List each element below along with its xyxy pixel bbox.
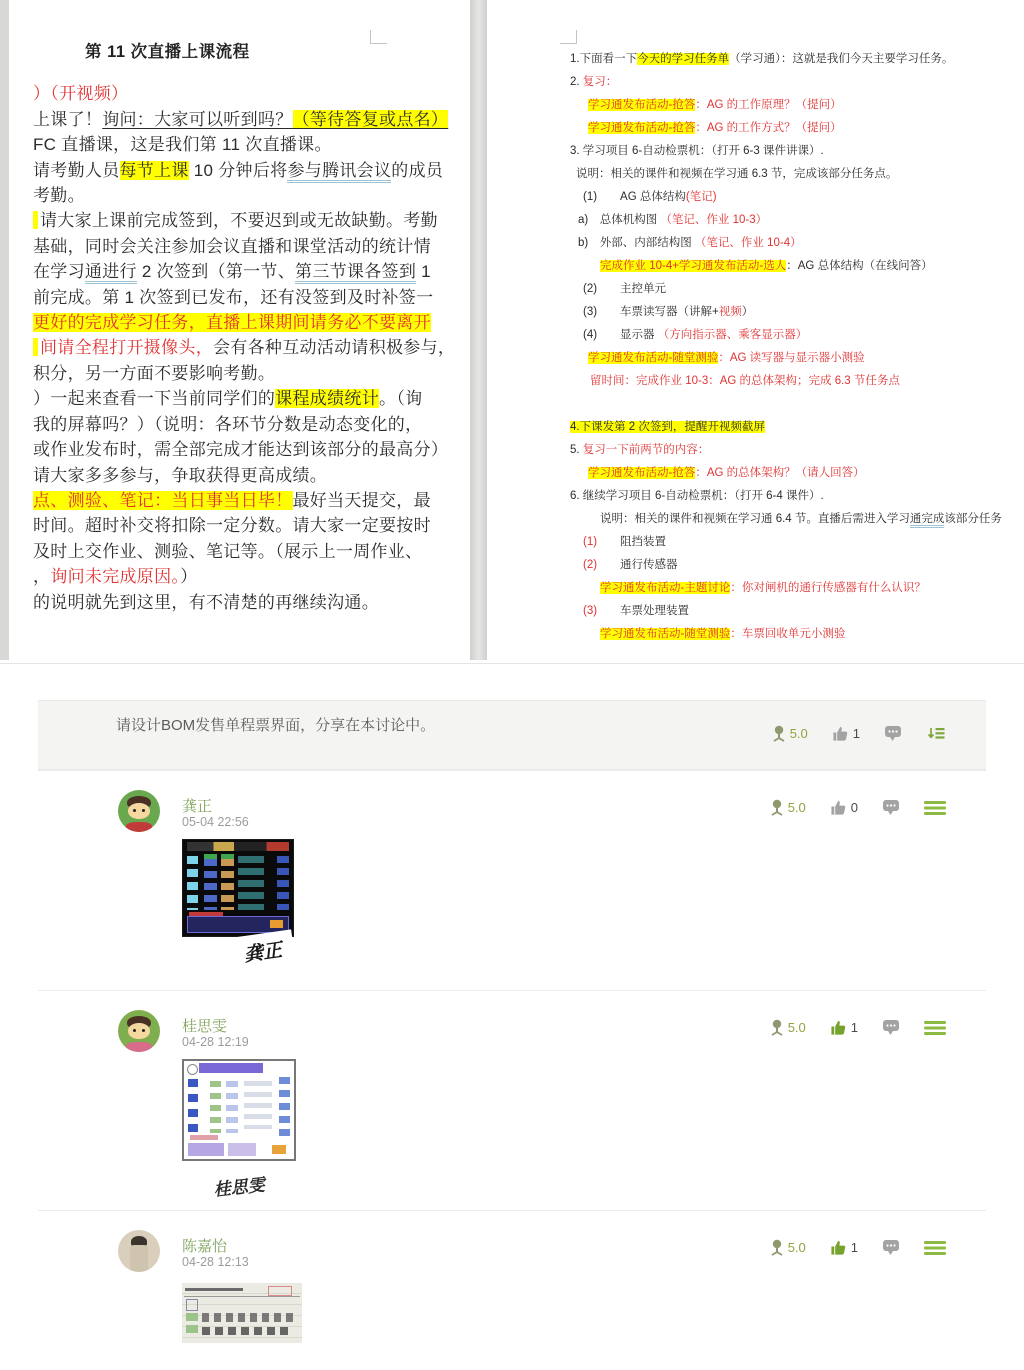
avatar-art [130,1245,148,1272]
doc-title: 第 11 次直播上课流程 [85,43,250,61]
doc-line [33,81,465,106]
doc-text: 请考勤人员 [33,160,120,180]
doc-text: 你对闸机的通行传感器有什么认识？ [741,582,926,594]
post [38,1210,986,1370]
doc-text: 学习通发布活动-随堂测验 [600,628,731,640]
doc-text: ： [718,352,730,364]
doc-line [570,416,1022,439]
doc-text: ） [180,567,198,587]
doc-text: 4.下课发第 2 次签到，提醒开视频截屏 [570,421,765,433]
doc-line [33,412,465,437]
doc-text: ：AG 的工作原理？（提问） [695,99,842,111]
like-count: 1 [852,726,860,741]
award-icon [770,1019,784,1036]
post [38,770,986,990]
avatar-art [128,803,150,819]
like-count: 1 [850,1240,858,1255]
rating-button[interactable] [770,1019,806,1036]
doc-text: (1) [583,536,598,548]
doc-line [33,335,465,360]
like-count: 0 [850,800,858,815]
doc-text: 该部分任务 [944,513,1002,525]
doc-text: 课程成绩统计 [275,389,380,409]
comment-icon [884,725,902,742]
post-attachment-image[interactable] [182,1283,302,1343]
doc-text: (3) [583,605,598,617]
hamburger-menu-icon [924,1020,946,1036]
doc-text: 学习通发布活动-抢答 [588,467,696,479]
doc-text: （学习通）：这就是我们今天主要学习任务。 [729,53,954,65]
post-attachment-image[interactable] [182,1059,296,1198]
doc-text: 完成作业 10-4+学习通发布活动-选人 [600,260,787,272]
doc-text: 说明：相关的课件和视频在学习通 6.4 节。直播后需进入学习 [600,513,910,525]
right-doc-body [570,48,1022,646]
doc-text: 学习通发布活动-抢答 [588,122,696,134]
doc-line [33,564,465,589]
score-value: 5.0 [787,1240,806,1255]
avatar[interactable] [118,790,160,832]
highlight-mark [33,211,38,229]
like-button[interactable] [830,1239,858,1256]
post-actions [770,1019,946,1036]
avatar-art [133,809,136,812]
post-menu-button[interactable] [924,1020,946,1036]
doc-text: 的成员 [391,160,444,180]
doc-text: 每节上课 [119,160,189,180]
doc-text: 10 分钟后将 [188,160,288,180]
award-icon [770,799,784,816]
doc-text: 5. [570,444,583,456]
doc-text: 2. [570,76,583,88]
like-button[interactable] [832,725,860,742]
doc-line [570,232,1022,255]
doc-text: (2) [583,559,598,571]
doc-text: 上课了！ [33,109,103,129]
like-button[interactable] [830,799,858,816]
like-button[interactable] [830,1019,858,1036]
hamburger-menu-icon [924,800,946,816]
doc-line [570,324,1022,347]
comment-icon [882,799,900,816]
doc-line [33,183,465,208]
doc-text: 考勤。 [33,186,85,206]
thumb-up-icon [832,725,849,742]
bom-screen-mock [182,839,294,937]
doc-line [33,158,465,183]
doc-text: （笔记、作业 10-3） [660,214,768,226]
doc-text: 学习通发布活动-主题讨论 [600,582,731,594]
doc-text: AG 读写器与显示器小测验 [729,352,865,364]
doc-text: 询问：大家可以听到吗？ [102,109,293,129]
doc-text: ： [730,582,742,594]
doc-line [570,186,1022,209]
doc-text: 学习通发布活动-抢答 [588,99,696,111]
doc-line [33,488,465,513]
comment-icon [882,1239,900,1256]
doc-line [570,71,1022,94]
doc-line [33,285,465,310]
rating-button[interactable] [770,1239,806,1256]
doc-text: 说明：相关的课件和视频在学习通 6.3 节，完成该部分任务点。 [576,168,898,180]
avatar[interactable] [118,1230,160,1272]
highlight-mark [33,338,38,356]
doc-text: 或作业发布时，需全部完成才能达到该部分的最高分） [33,440,449,460]
doc-text: 。（询 [379,389,423,409]
doc-line [570,278,1022,301]
doc-text: 更好的完成学习任务，直播上课期间请务必不要离开 [33,313,431,333]
doc-text: 间请全程打开摄像头， [40,338,213,358]
doc-text: 时间。超时补交将扣除一定分数。请大家一定要按时 [33,516,431,536]
doc-text: 的说明就先到这里，有不清楚的再继续沟通。 [33,592,379,612]
doc-text: （方向指示器、乘客显示器） [657,329,808,341]
doc-text: 在学习 [33,262,85,282]
doc-line [570,485,1022,508]
doc-text: 积分，另一方面不要影响考勤。 [33,363,276,383]
award-icon [772,725,786,742]
doc-text: 留时间：完成作业 10-3：AG 的总体架构；完成 6.3 节任务点 [590,375,900,387]
left-doc-body [33,81,465,615]
doc-text: (2) 主控单元 [583,283,667,295]
doc-line [570,301,1022,324]
doc-line [570,370,1022,393]
score-value: 5.0 [787,800,806,815]
doc-text: 及时上交作业、测验、笔记等。（展示上一周作业、 [33,541,423,561]
page-corner-mark [560,30,577,44]
page-divider [470,0,487,660]
page-edge-strip [0,0,9,660]
rating-button[interactable] [772,725,808,742]
doc-line [570,94,1022,117]
post-actions [770,799,946,816]
doc-text: b) 外部、内部结构图 [578,237,695,249]
handwritten-signature: 龚正 [180,929,296,978]
doc-line [33,132,465,157]
avatar-art [133,1029,136,1032]
doc-text: 最好当天提交，最 [292,490,431,510]
doc-text: ：AG 的工作方式？（提问） [695,122,842,134]
comment-button[interactable] [882,1019,900,1036]
doc-text: 我的屏幕吗？）（说明：各环节分数是动态变化的， [33,414,423,434]
doc-text: 复习： [582,76,618,88]
bom-sketch-mock [182,1059,296,1161]
doc-text: 6. 继续学习项目 6-自动检票机：（打开 6-4 课件）. [570,490,824,502]
right-document [570,48,1022,646]
documents-area [0,0,1024,664]
post-time: 04-28 12:19 [182,1035,249,1049]
doc-text: 视频 [718,306,742,318]
doc-text: ： [730,628,742,640]
post-time: 05-04 22:56 [182,815,249,829]
doc-text: ：AG 总体结构（在线问答） [786,260,933,272]
post-menu-button[interactable] [924,1240,946,1256]
rating-button[interactable] [770,799,806,816]
doc-line [33,513,465,538]
thumb-up-icon [830,1019,847,1036]
comment-button[interactable] [884,725,902,742]
post-author[interactable]: 陈嘉怡 [182,1238,228,1255]
avatar-art [128,1023,150,1039]
doc-text: 前完成。第 1 次签到已发布，还有没签到及时补签一 [33,287,434,307]
avatar-art [142,809,145,812]
doc-line [570,117,1022,140]
doc-text: (笔记) [685,191,717,203]
doc-line [570,554,1022,577]
avatar-art [126,1042,152,1052]
avatar-art [142,1029,145,1032]
doc-text: 车票处理装置 [597,605,690,617]
topic-text: 请设计BOM发售单程票界面，分享在本讨论中。 [116,717,436,734]
doc-text: 车票回收单元小测验 [741,628,846,640]
doc-text: 通完成 [910,513,945,528]
doc-line [33,463,465,488]
doc-text: (4) 显示器 [583,329,658,341]
doc-line [33,361,465,386]
doc-line [570,600,1022,623]
sort-replies-button[interactable] [926,726,946,742]
doc-line [33,386,465,411]
post-actions [770,1239,946,1256]
handwritten-signature: 桂思雯 [212,1175,266,1200]
doc-text: ， [33,567,51,587]
doc-line [570,48,1022,71]
avatar[interactable] [118,1010,160,1052]
comment-icon [882,1019,900,1036]
like-count: 1 [850,1020,858,1035]
post-attachment-image[interactable] [182,839,294,971]
doc-text: 2 次签到（第一节、 [136,262,296,282]
thumb-up-icon [830,799,847,816]
doc-line [33,590,465,615]
score-value: 5.0 [789,726,808,741]
topic-actions [772,725,946,742]
comment-button[interactable] [882,1239,900,1256]
doc-line [570,577,1022,600]
doc-text: 1.下面看一下 [570,53,638,65]
doc-line [33,437,465,462]
doc-text: (3) 车票读写器（讲解+ [583,306,719,318]
doc-line [33,310,465,335]
doc-text: ：AG 的总体架构？（请人回答） [695,467,865,479]
doc-line [570,393,1022,416]
doc-text: 第三节课各签到 [295,262,416,284]
doc-text: 复习一下前两节的内容： [582,444,710,456]
doc-line [570,439,1022,462]
comment-button[interactable] [882,799,900,816]
doc-text: （等待答复或点名） [292,109,449,129]
doc-line [33,107,465,132]
doc-text: 通进行 [85,262,137,284]
doc-text: 点、测验、笔记：当日事当日毕！ [33,490,293,510]
score-value: 5.0 [787,1020,806,1035]
doc-line [570,531,1022,554]
award-icon [770,1239,784,1256]
doc-line [570,462,1022,485]
doc-text: ）（开视频） [33,84,129,104]
doc-text: （笔记、作业 10-4） [694,237,802,249]
topic-row [38,700,986,770]
doc-line [570,163,1022,186]
doc-text: 学习通发布活动-随堂测验 [588,352,719,364]
doc-text: (1) AG 总体结构 [583,191,686,203]
doc-line [33,539,465,564]
doc-line [570,209,1022,232]
doc-text: 1 [416,262,431,282]
thumb-up-icon [830,1239,847,1256]
post-author[interactable]: 桂思雯 [182,1018,228,1035]
sort-desc-icon [926,726,946,742]
doc-text: ） [741,306,754,318]
post [38,990,986,1210]
doc-line [33,208,465,233]
doc-text: 今天的学习任务单 [637,53,730,65]
doc-text: 阻挡装置 [597,536,667,548]
avatar-art [126,822,152,832]
doc-line [570,347,1022,370]
left-document [33,40,465,615]
post-author[interactable]: 龚正 [182,798,213,815]
doc-line [570,140,1022,163]
doc-text: 通行传感器 [597,559,678,571]
doc-line [570,508,1022,531]
doc-text: 基础，同时会关注参加会议直播和课堂活动的统计情 [33,236,431,256]
doc-text: 参与腾讯会议 [287,161,391,183]
doc-text: 询问未完成原因。 [50,567,181,587]
doc-text: 3. 学习项目 6-自动检票机：（打开 6-3 课件讲课）. [570,145,824,157]
doc-line [570,255,1022,278]
doc-line [33,234,465,259]
doc-text: 请大家上课前完成签到，不要迟到或无故缺勤。考勤 [40,211,438,231]
doc-line [570,623,1022,646]
doc-text: 请大家多多参与，争取获得更高成绩。 [33,465,328,485]
discussion-panel [38,700,986,1370]
doc-line [33,259,465,284]
post-menu-button[interactable] [924,800,946,816]
doc-text: 会有各种互动活动请积极参与， [213,338,456,358]
post-time: 04-28 12:13 [182,1255,249,1269]
doc-text: a) 总体机构图 [578,214,661,226]
doc-text: FC 直播课，这是我们第 11 次直播课。 [33,135,332,155]
hamburger-menu-icon [924,1240,946,1256]
doc-text: ）一起来查看一下当前同学们的 [33,389,276,409]
